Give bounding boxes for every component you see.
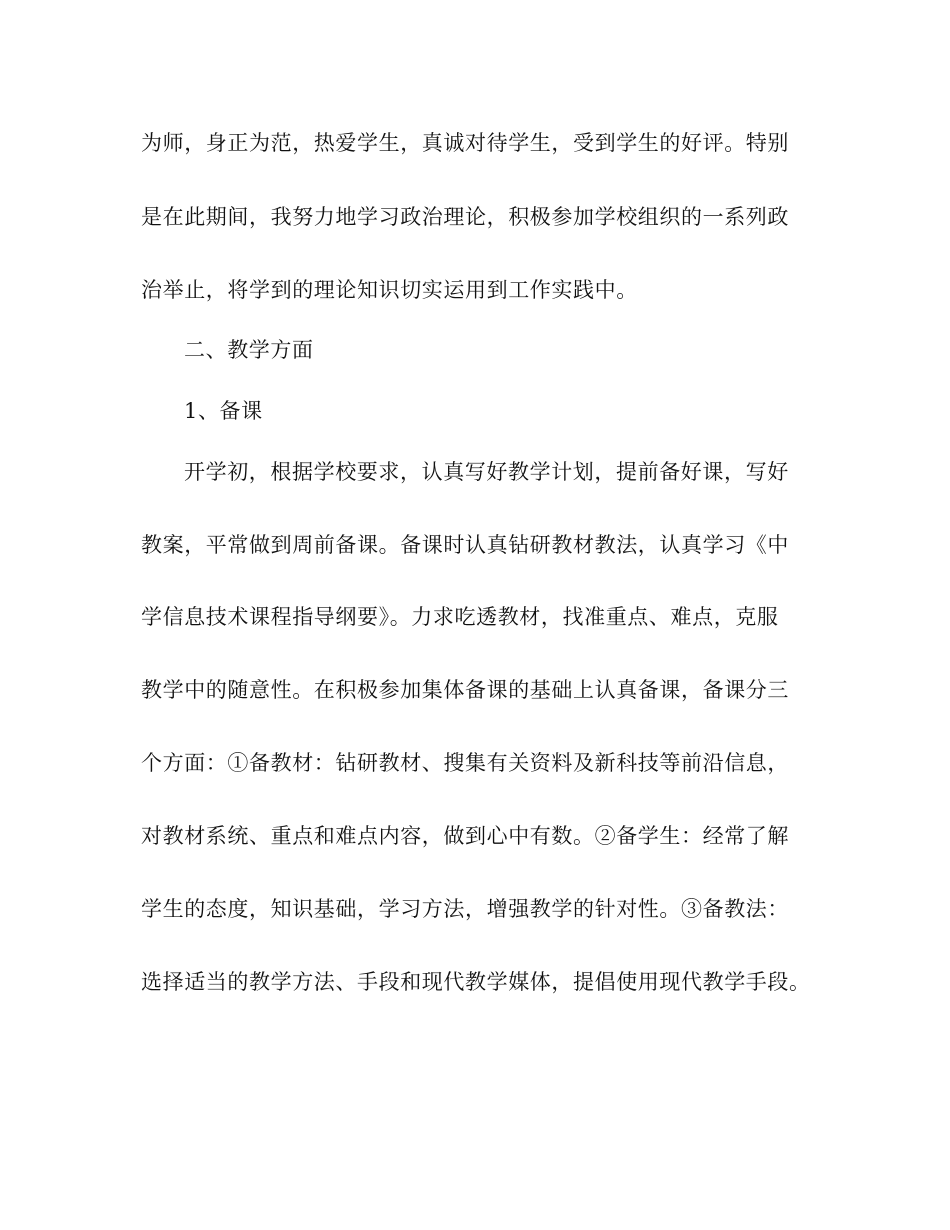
paragraph-line: 教案，平常做到周前备课。备课时认真钻研教材教法，认真学习《中 [141, 533, 789, 557]
paragraph-line: 选择适当的教学方法、手段和现代教学媒体，提倡使用现代教学手段。 [141, 970, 811, 994]
paragraph-line: 学信息技术课程指导纲要》。力求吃透教材，找准重点、难点，克服 [141, 605, 779, 629]
paragraph-line: 是在此期间，我努力地学习政治理论，积极参加学校组织的一系列政 [141, 205, 789, 229]
subsection-heading: 1、备课 [184, 399, 263, 423]
paragraph-line: 个方面：①备教材：钻研教材、搜集有关资料及新科技等前沿信息， [141, 751, 789, 775]
paragraph-line: 学生的态度，知识基础，学习方法，增强教学的针对性。③备教法： [141, 897, 789, 921]
paragraph-line: 教学中的随意性。在积极参加集体备课的基础上认真备课，备课分三 [141, 678, 789, 702]
paragraph-line: 开学初，根据学校要求，认真写好教学计划，提前备好课，写好 [184, 460, 789, 484]
paragraph-line: 为师，身正为范，热爱学生，真诚对待学生，受到学生的好评。特别 [141, 131, 789, 155]
section-heading: 二、教学方面 [184, 338, 314, 362]
paragraph-line: 对教材系统、重点和难点内容，做到心中有数。②备学生：经常了解 [141, 824, 789, 848]
paragraph-line: 治举止，将学到的理论知识切实运用到工作实践中。 [141, 278, 638, 302]
